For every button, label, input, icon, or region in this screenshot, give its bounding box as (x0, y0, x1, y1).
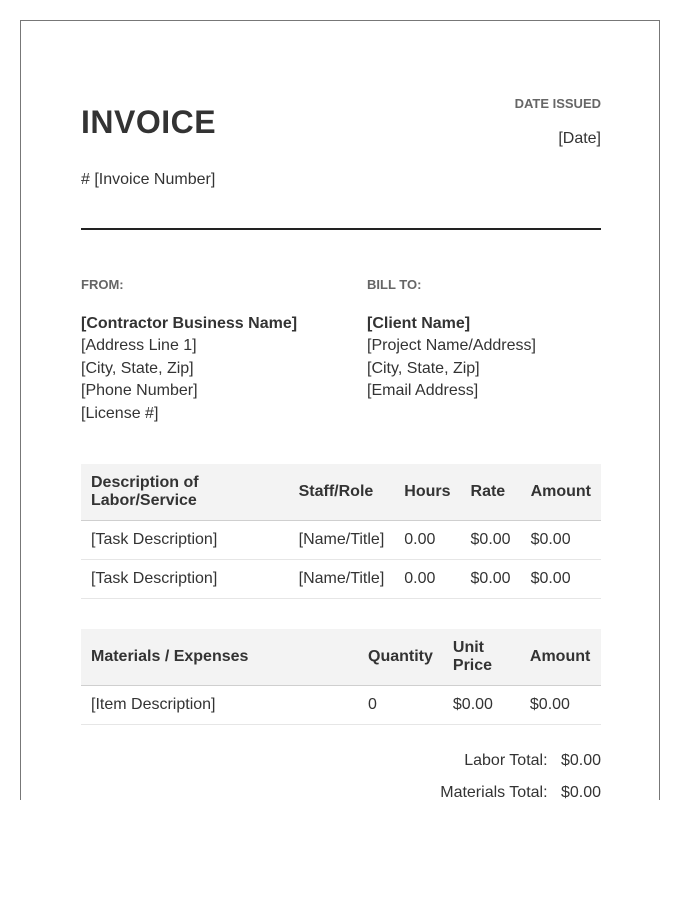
date-issued-value: [Date] (558, 130, 601, 147)
materials-header-amount: Amount (520, 629, 601, 686)
labor-header-row (81, 464, 601, 521)
labor-table (81, 464, 601, 599)
labor-hours-cell: 0.00 (394, 521, 460, 560)
materials-header-quantity: Quantity (358, 629, 443, 686)
client-city: [City, State, Zip] (367, 359, 480, 377)
labor-description-cell: [Task Description] (81, 560, 289, 599)
materials-table (81, 629, 601, 725)
labor-rate-cell: $0.00 (461, 560, 521, 599)
materials-quantity-cell: 0 (358, 686, 443, 725)
invoice-page (20, 20, 660, 800)
labor-staff-cell: [Name/Title] (289, 560, 395, 599)
materials-total-value: $0.00 (560, 784, 601, 800)
labor-header-rate: Rate (461, 464, 521, 521)
invoice-title: INVOICE (81, 104, 217, 140)
from-label: FROM: (81, 277, 124, 292)
labor-header-description: Description of Labor/Service (81, 464, 289, 521)
invoice-number: # [Invoice Number] (81, 171, 216, 188)
bill-to-label: BILL TO: (367, 277, 422, 292)
materials-amount-cell: $0.00 (520, 686, 601, 725)
contractor-phone: [Phone Number] (81, 382, 198, 399)
table-row (81, 521, 601, 560)
client-email: [Email Address] (367, 382, 479, 399)
materials-unit-price-cell: $0.00 (443, 686, 520, 725)
from-section (81, 274, 297, 425)
bill-to-section (367, 274, 536, 403)
materials-header-description: Materials / Expenses (81, 629, 358, 686)
materials-total-label: Materials Total: (440, 784, 548, 800)
client-name: [Client Name] (367, 314, 471, 332)
labor-total-row (464, 752, 601, 770)
table-row (81, 686, 601, 725)
contractor-name: [Contractor Business Name] (81, 314, 298, 332)
labor-hours-cell: 0.00 (394, 560, 460, 599)
labor-amount-cell: $0.00 (521, 560, 601, 599)
labor-rate-cell: $0.00 (461, 521, 521, 560)
contractor-city: [City, State, Zip] (81, 359, 194, 377)
labor-staff-cell: [Name/Title] (289, 521, 395, 560)
labor-header-amount: Amount (521, 464, 601, 521)
materials-total-row (440, 784, 601, 800)
materials-header-row (81, 629, 601, 686)
date-issued-label: DATE ISSUED (514, 96, 601, 111)
materials-header-unit-price: Unit Price (443, 629, 520, 686)
labor-header-hours: Hours (394, 464, 460, 521)
contractor-address: [Address Line 1] (81, 337, 197, 354)
labor-total-value: $0.00 (560, 752, 601, 769)
labor-amount-cell: $0.00 (521, 521, 601, 560)
labor-description-cell: [Task Description] (81, 521, 289, 560)
labor-total-label: Labor Total: (464, 752, 548, 769)
labor-header-staff: Staff/Role (289, 464, 395, 521)
client-project: [Project Name/Address] (367, 337, 536, 354)
materials-description-cell: [Item Description] (81, 686, 358, 725)
contractor-license: [License #] (81, 404, 159, 422)
table-row (81, 560, 601, 599)
header-divider (81, 228, 601, 230)
